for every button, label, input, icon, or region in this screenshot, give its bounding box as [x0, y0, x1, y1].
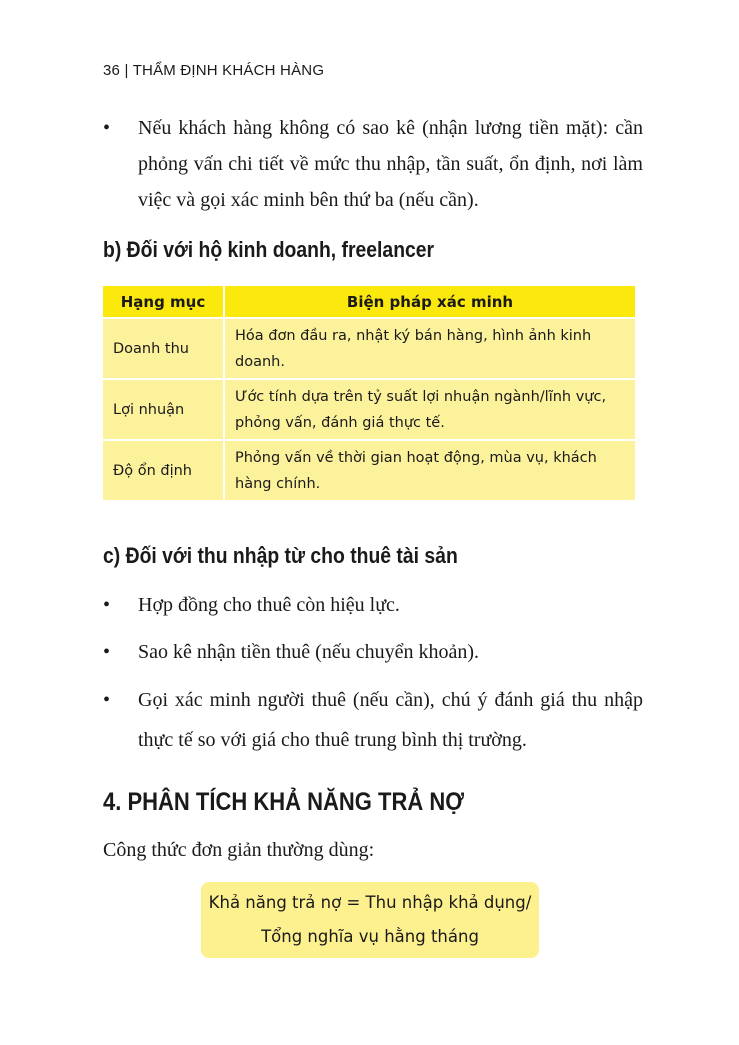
page-number: 36: [103, 62, 121, 79]
table-cell: Phỏng vấn về thời gian hoạt động, mùa vụ, khách hàng chính.: [224, 440, 636, 501]
formula-box: [201, 882, 539, 958]
bullet-text: Sao kê nhận tiền thuê (nếu chuyển khoản).: [138, 641, 480, 663]
formula-line: Khả năng trả nợ = Thu nhập khả dụng/: [208, 893, 532, 912]
table-cell: Doanh thu: [103, 318, 224, 379]
list-item: [103, 680, 643, 760]
bullet-icon: •: [103, 689, 111, 711]
header-separator: |: [124, 62, 129, 79]
list-item: [103, 110, 643, 218]
bullet-text: Hợp đồng cho thuê còn hiệu lực.: [138, 594, 400, 616]
chapter-title: THẨM ĐỊNH KHÁCH HÀNG: [132, 62, 325, 79]
table-cell: Lợi nhuận: [103, 379, 224, 440]
column-header: Biện pháp xác minh: [224, 286, 636, 318]
table-cell: Độ ổn định: [103, 440, 224, 501]
list-item: [103, 634, 643, 670]
bullet-icon: •: [103, 117, 111, 139]
running-header: [103, 62, 324, 79]
bullet-text: Gọi xác minh người thuê (nếu cần), chú ý đánh giá thu nhập thực tế so với giá cho thuê trung bình thị trường.: [138, 689, 643, 751]
table-row: [103, 379, 636, 440]
bullet-icon: •: [103, 641, 111, 663]
section-heading-c: c) Đối với thu nhập từ cho thuê tài sản: [103, 543, 458, 568]
section-heading-4: 4. PHÂN TÍCH KHẢ NĂNG TRẢ NỢ: [103, 788, 464, 816]
list-item: [103, 587, 643, 623]
column-header: Hạng mục: [103, 286, 224, 318]
intro-text: Công thức đơn giản thường dùng:: [103, 839, 375, 861]
bullet-text: Nếu khách hàng không có sao kê (nhận lương tiền mặt): cần phỏng vấn chi tiết về mức thu nhập, tần suất, ổn định, nơi làm việc và gọi xác minh bên thứ ba (nếu cần).: [138, 117, 643, 211]
table-cell: Ước tính dựa trên tỷ suất lợi nhuận ngành/lĩnh vực, phỏng vấn, đánh giá thực tế.: [224, 379, 636, 440]
table-cell: Hóa đơn đầu ra, nhật ký bán hàng, hình ảnh kinh doanh.: [224, 318, 636, 379]
section-heading-b: b) Đối với hộ kinh doanh, freelancer: [103, 237, 435, 262]
formula-intro: [103, 832, 643, 868]
verification-table: [103, 286, 637, 502]
bullet-icon: •: [103, 594, 111, 616]
table-row: [103, 440, 636, 501]
table-row: [103, 318, 636, 379]
formula-line: Tổng nghĩa vụ hằng tháng: [261, 927, 479, 946]
table-header-row: [103, 286, 636, 318]
